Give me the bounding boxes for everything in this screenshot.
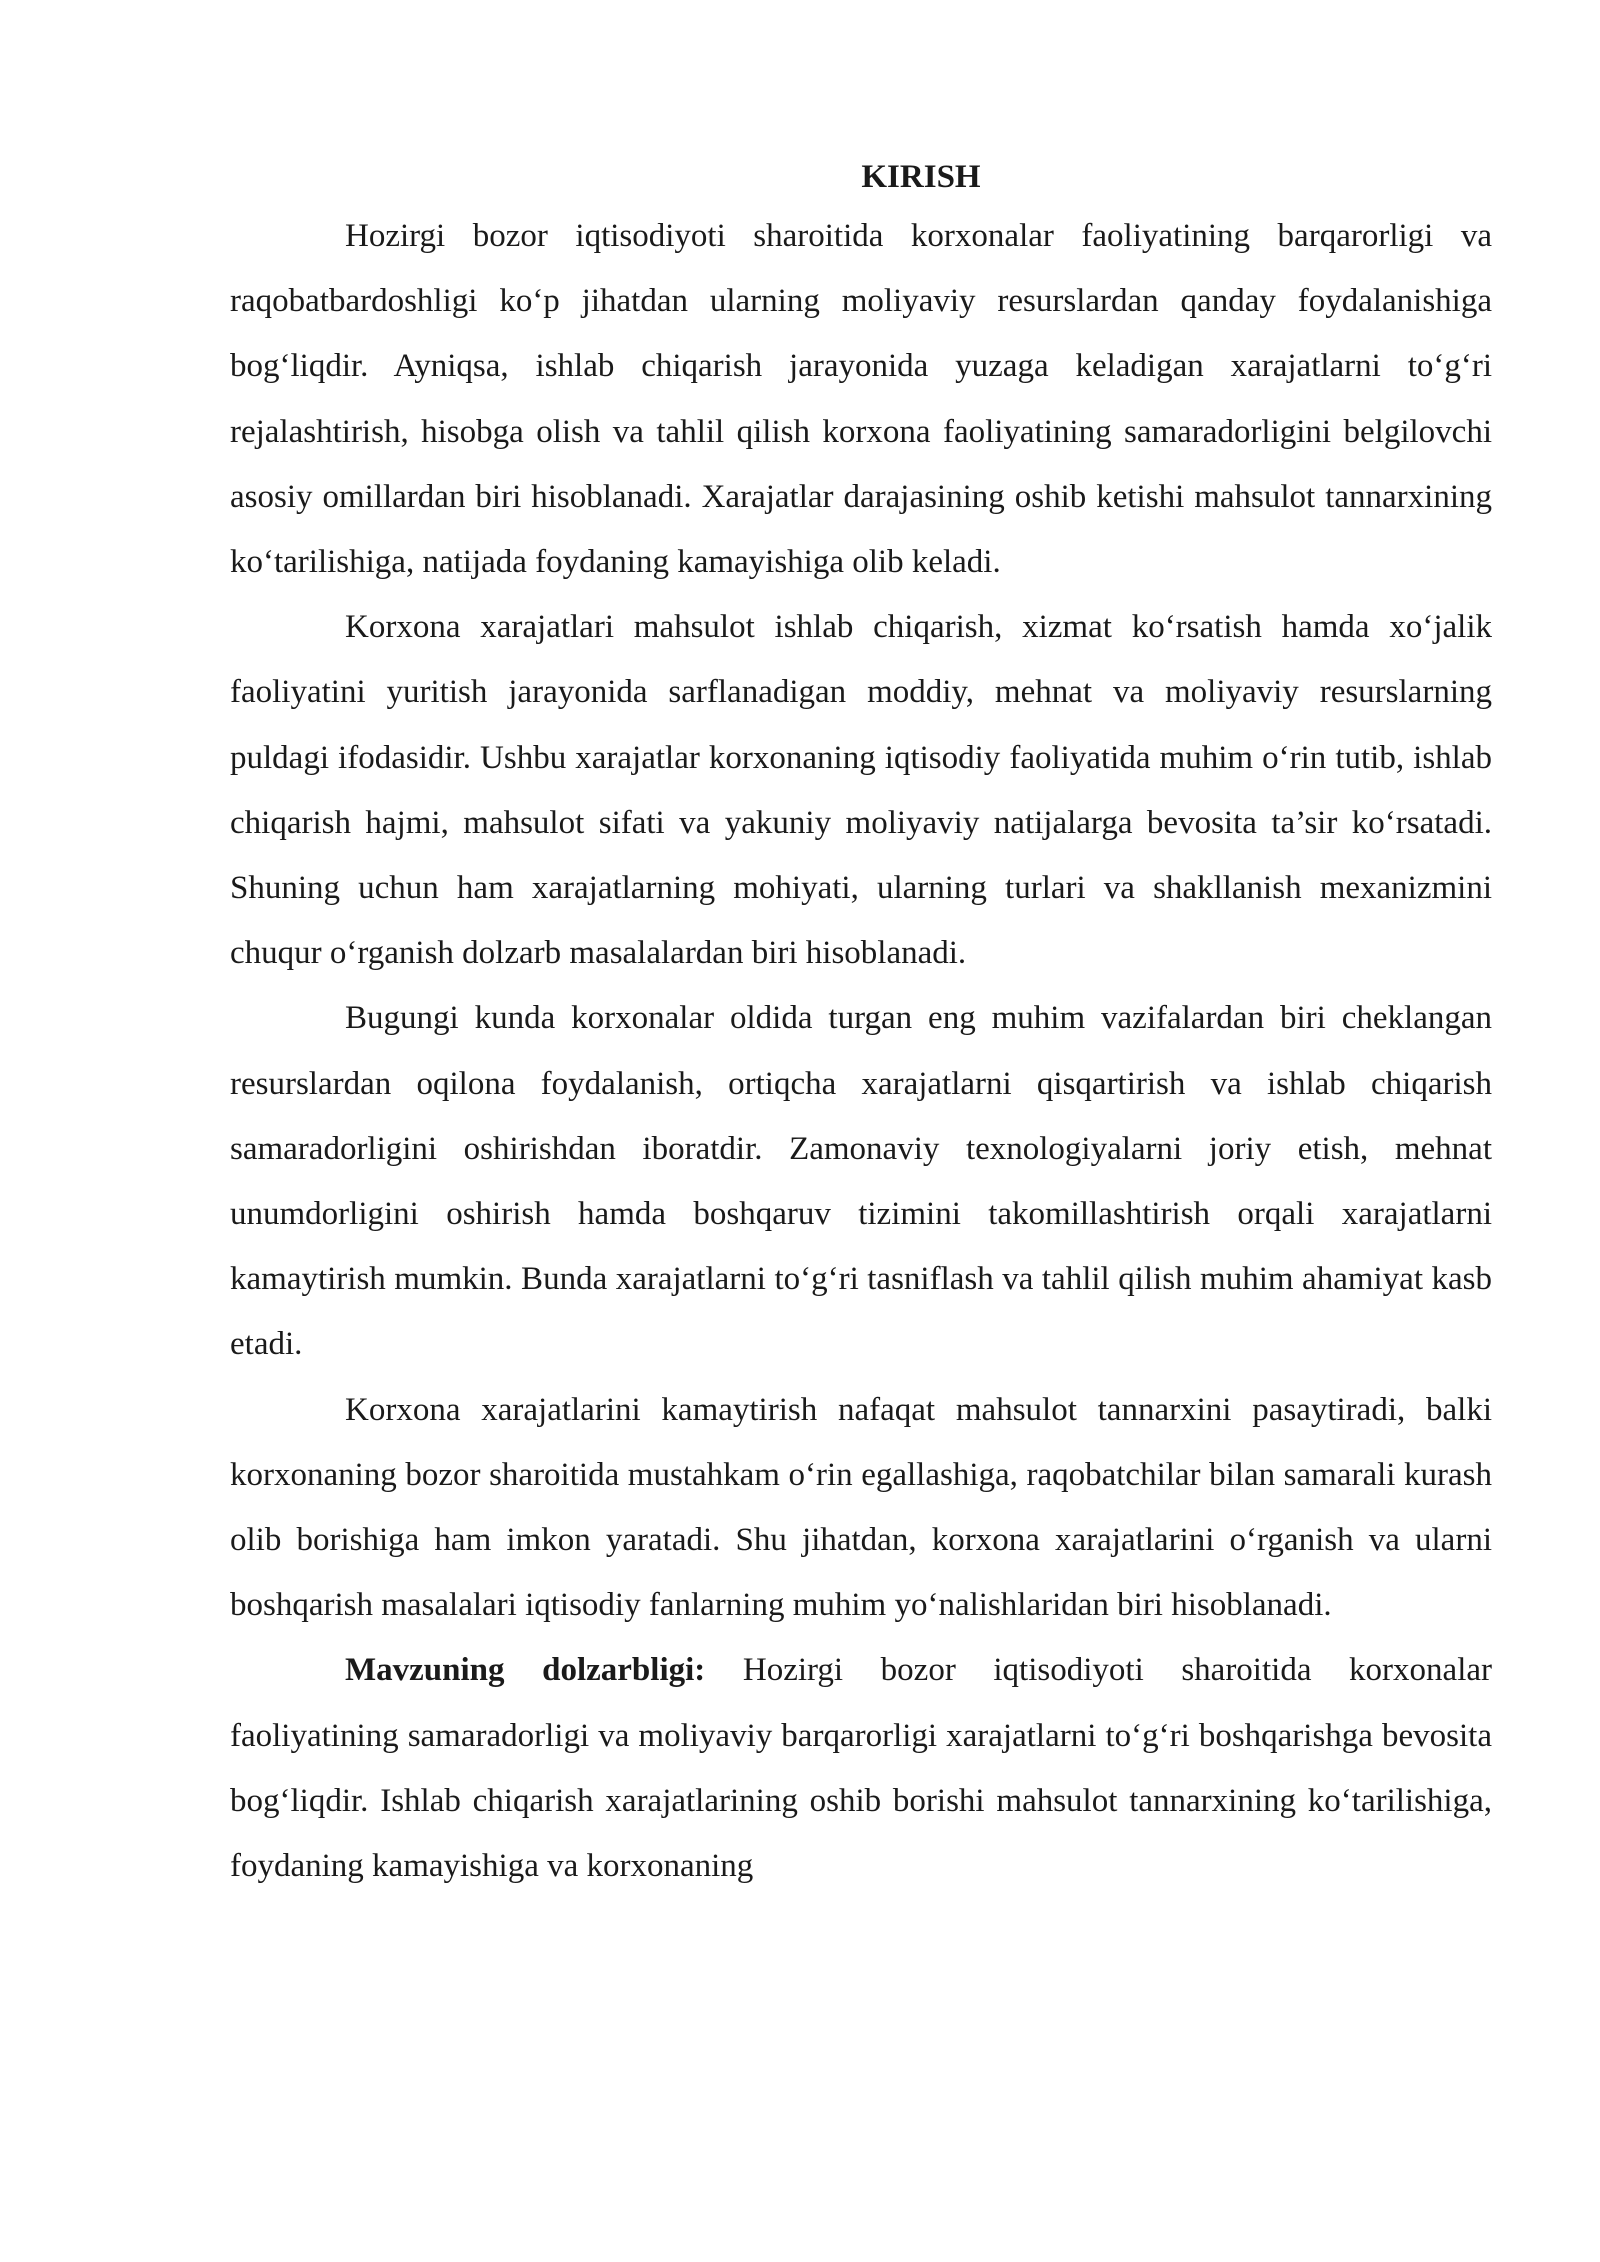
paragraph: Korxona xarajatlari mahsulot ishlab chiqarish, xizmat ko‘rsatish hamda xo‘jalik faoliyatini yuritish jarayonida sarflanadigan moddiy, mehnat va moliyaviy resurslarning puldagi ifodasidir. Ushbu xarajatlar korxonaning iqtisodiy faoliyatida muhim o‘rin tutib, ishlab chiqarish hajmi, mahsulot sifati va yakuniy moliyaviy natijalarga bevosita ta’sir ko‘rsatadi. Shuning uchun ham xarajatlarning mohiyati, ularning turlari va shakllanish mexanizmini chuqur o‘rganish dolzarb masalalardan biri hisoblanadi. [230,609,1492,972]
paragraph: Bugungi kunda korxonalar oldida turgan eng muhim vazifalardan biri cheklangan resurslardan oqilona foydalanish, ortiqcha xarajatlarni qisqartirish va ishlab chiqarish samaradorligini oshirishdan iboratdir. Zamonaviy texnologiyalarni joriy etish, mehnat unumdorligini oshirish hamda boshqaruv tizimini takomillashtirish orqali xarajatlarni kamaytirish mumkin. Bunda xarajatlarni to‘g‘ri tasniflash va tahlil qilish muhim ahamiyat kasb etadi. [230,1000,1492,1363]
relevance-label: Mavzuning dolzarbligi: [345,1652,706,1689]
paragraph: Hozirgi bozor iqtisodiyoti sharoitida korxonalar faoliyatining barqarorligi va raqobatbardoshligi ko‘p jihatdan ularning moliyaviy resurslardan qanday foydalanishiga bog‘liqdir. Ayniqsa, ishlab chiqarish jarayonida yuzaga keladigan xarajatlarni to‘g‘ri rejalashtirish, hisobga olish va tahlil qilish korxona faoliyatining samaradorligini belgilovchi asosiy omillardan biri hisoblanadi. Xarajatlar darajasining oshib ketishi mahsulot tannarxining ko‘tarilishiga, natijada foydaning kamayishiga olib keladi. [230,218,1492,581]
relevance-text: Hozirgi bozor iqtisodiyoti sharoitida korxonalar faoliyatining samaradorligi va moliyaviy barqarorligi xarajatlarni to‘g‘ri boshqarishga bevosita bog‘liqdir. Ishlab chiqarish xarajatlarining oshib borishi mahsulot tannarxining ko‘tarilishiga, foydaning kamayishiga va korxonaning [230,1652,1492,1885]
page-title: KIRISH [861,159,981,195]
relevance-paragraph [230,1638,1492,1899]
document-body [230,150,1492,1899]
paragraph: Korxona xarajatlarini kamaytirish nafaqat mahsulot tannarxini pasaytiradi, balki korxonaning bozor sharoitida mustahkam o‘rin egallashiga, raqobatchilar bilan samarali kurash olib borishiga ham imkon yaratadi. Shu jihatdan, korxona xarajatlarini o‘rganish va ularni boshqarish masalalari iqtisodiy fanlarning muhim yo‘nalishlaridan biri hisoblanadi. [230,1391,1492,1624]
